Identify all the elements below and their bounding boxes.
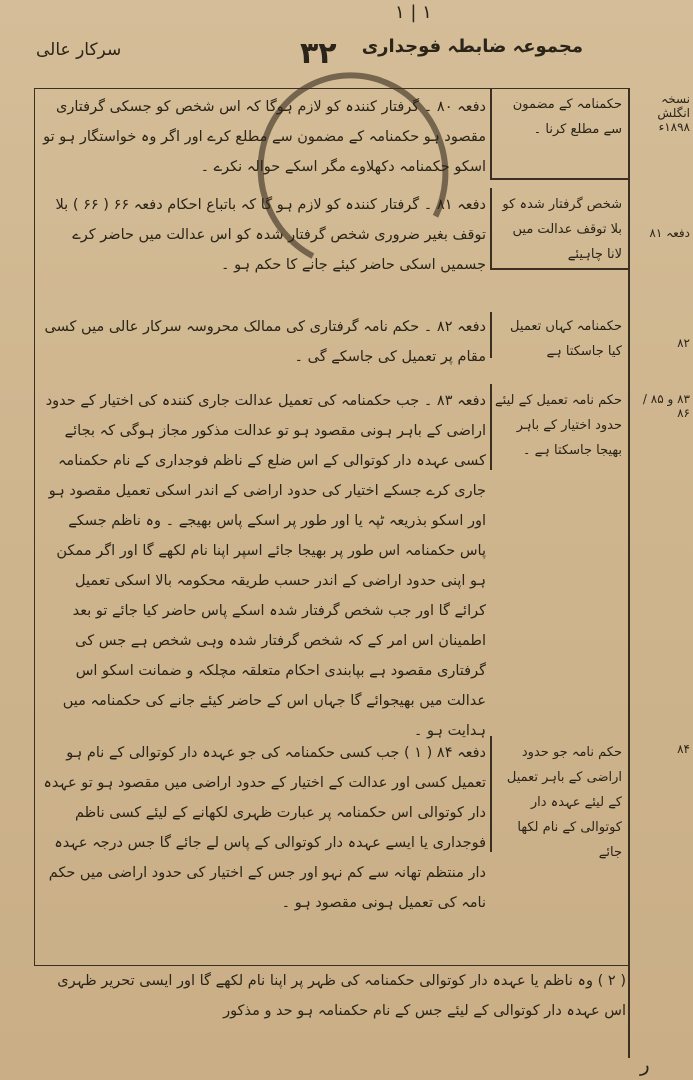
header-title: مجموعہ ضابطہ فوجداری <box>361 36 583 57</box>
paragraph-81: دفعہ ۸۱ ۔ گرفتار کنندہ کو لازم ہو گا کہ باتباع احکام دفعہ ۶۶ ( ۶۶ ) بلا توقف بغیر ضروری شخص گرفتار شدہ کو اس عدالت میں حاضر کرے جسمیں اسکی حاضر کیئے جانے کا حکم ہو ۔ <box>55 197 486 273</box>
margin-note-top: نسخہ انگلش ۱۸۹۸ء <box>657 92 690 134</box>
sidehead-box-border <box>490 736 492 852</box>
margin-note-81: دفعہ ۸۱ <box>649 226 690 240</box>
paragraph-84-2: ( ۲ ) وہ ناظم یا عہدہ دار کوتوالی حکمنامہ کی ظہر پر اپنا نام لکھے گا اور ایسی تحریر ظہری اس عہدہ دار کوتوالی کے لیئے جس کے نام حکمنامہ ہو حد و مذکور <box>57 973 626 1019</box>
sidehead-box-border <box>490 188 492 268</box>
paragraph-82: دفعہ ۸۲ ۔ حکم نامہ گرفتاری کی ممالک محروسہ سرکار عالی میں کسی مقام پر تعمیل کی جاسکے گی ۔ <box>44 319 486 365</box>
side-head-84: حکم نامہ جو حدود اراضی کے باہر تعمیل کے لیئے عہدہ دار کوتوالی کے نام لکھا جائے <box>506 745 622 860</box>
sidehead-box-border <box>490 178 628 180</box>
paragraph-83: دفعہ ۸۳ ۔ جب حکمنامہ کی تعمیل عدالت جاری کنندہ کی اختیار کے حدود اراضی کے باہر ہونی مقصود ہو تو عدالت مذکور مجاز ہوگی کہ بجائے کسی عہدہ دار کوتوالی کے اس ضلع کے ناظم فوجداری کے نام حکمنامہ جاری کرے جسکے اختیار کی حدود اراضی کے اندر اسکی تعمیل مقصود ہو اور اسکو بذریعہ ٹپہ یا اور طور پر اسکے پاس بھیجے ۔ وہ ناظم جسکے پاس حکمنامہ اس طور پر بھیجا جائے اسپر اپنا نام لکھے گا اور اگر ممکن ہو اپنی حدود اراضی کے اندر حسب طریقہ محکومہ بالا اسکی تعمیل کرائے گا اور جب شخص گرفتار شدہ اسکے پاس حاضر کیا جائے تو بعد اطمینان اس امر کے کہ شخص گرفتار شدہ وہی شخص ہے جس کی گرفتاری مقصود ہے بپابندی احکام متعلقہ مچلکہ و ضمانت اسکو اس عدالت میں بھیجوائے گا جہاں اس کے حاضر کیئے جانے کی حکمنامہ میں ہدایت ہو ۔ <box>45 393 486 739</box>
side-head-80: حکمنامہ کے مضمون سے مطلع کرنا ۔ <box>512 97 622 137</box>
sidehead-box-border <box>490 88 492 178</box>
sidehead-box-border <box>490 384 492 470</box>
margin-note-82: ۸۲ <box>677 336 690 350</box>
sidehead-box-border <box>490 312 492 358</box>
side-head-83: حکم نامہ تعمیل کے لیئے حدود اختیار کے باہر بھیجا جاسکتا ہے ۔ <box>495 393 622 458</box>
margin-note-83: ۸۳ و ۸۵ / ۸۶ <box>642 392 690 420</box>
paragraph-84-1: دفعہ ۸۴ ( ۱ ) جب کسی حکمنامہ کی جو عہدہ دار کوتوالی کے نام ہو تعمیل کسی اور عدالت کے اختیار کے حدود اراضی میں مقصود ہو تو عہدہ دار کوتوالی اس حکمنامہ پر عبارت ظہری لکھانے کے لیئے کسی ناظم فوجداری یا ایسے عہدہ دار کوتوالی کے پاس لے جائے گا جس درجہ عہدہ دار منتظم تھانہ سے کم نہو اور جس کے اختیار کی حدود اراضی میں حکم نامہ کی تعمیل ہونی مقصود ہو ۔ <box>43 745 486 911</box>
top-number: ۱ | ۱ <box>395 2 432 23</box>
paragraph-83-cont <box>40 512 626 728</box>
header-left-note: سرکار عالی <box>36 40 122 60</box>
side-head-82: حکمنامہ کہاں تعمیل کیا جاسکتا ہے <box>510 319 622 359</box>
paragraph-80: دفعہ ۸۰ ۔ گرفتار کنندہ کو لازم ہوگا کہ اس شخص کو جسکی گرفتاری مقصود ہو حکمنامہ کے مضمون سے مطلع کرے اور اگر وہ خواستگار ہو تو اسکو حکمنامہ دکھلاوے مگر اسکے حوالہ نکرے ۔ <box>43 99 486 175</box>
sidehead-box-border <box>490 268 628 270</box>
side-head-81: شخص گرفتار شدہ کو بلا توقف عدالت میں لانا چاہیئے <box>502 197 622 262</box>
page-corner-mark: ر <box>640 1052 650 1076</box>
margin-note-84: ۸۴ <box>677 742 690 756</box>
margin-rule <box>628 88 630 1058</box>
page-number: ۳۲ <box>300 36 337 71</box>
